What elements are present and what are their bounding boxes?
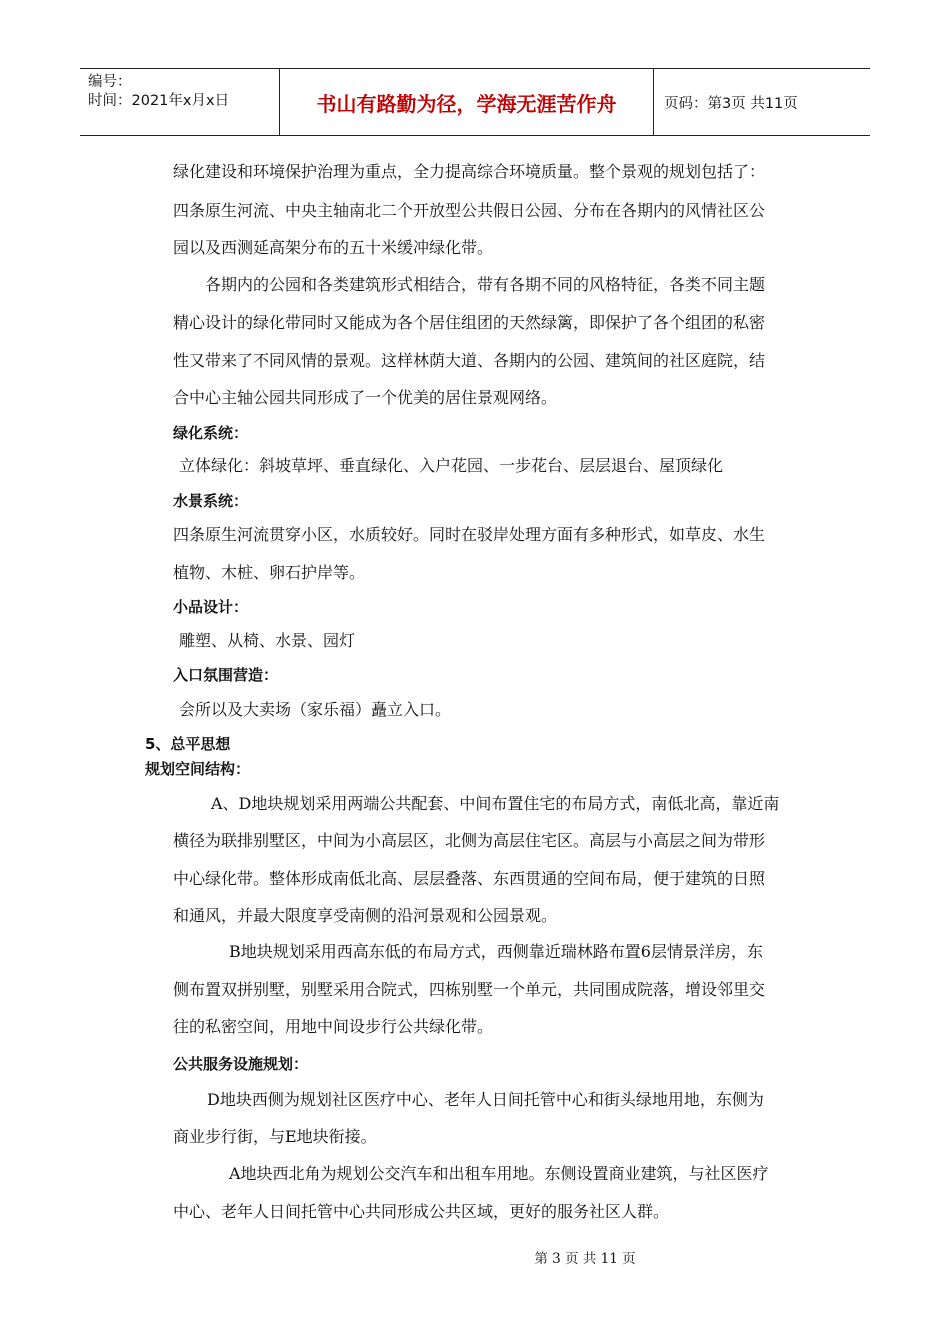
text-line: 雕塑、从椅、水景、园灯 [179,631,356,650]
section-heading: 绿化系统： [173,424,249,442]
text-line: 侧布置双拼别墅，别墅采用合院式，四栋别墅一个单元，共同围成院落，增设邻里交 [173,980,766,999]
page-header [80,68,870,136]
section-heading: 规划空间结构： [145,760,251,778]
text-line: D地块西侧为规划社区医疗中心、老年人日间托管中心和街头绿地用地，东侧为 [207,1090,764,1109]
text-line: 中心、老年人日间托管中心共同形成公共区域，更好的服务社区人群。 [173,1202,670,1221]
text-line: 精心设计的绿化带同时又能成为各个居住组团的天然绿篱，即保护了各个组团的私密 [173,313,766,332]
text-line: 园以及西测延高架分布的五十米缓冲绿化带。 [173,238,494,257]
text-line: 商业步行街，与E地块衔接。 [173,1127,377,1146]
time-label: 时间：2021年x月x日 [88,93,230,109]
text-line: 各期内的公园和各类建筑形式相结合，带有各期不同的风格特征，各类不同主题 [205,275,766,294]
section-heading: 5、总平思想 [145,735,231,753]
text-line: 四条原生河流、中央主轴南北二个开放型公共假日公园、分布在各期内的风情社区公 [173,201,766,220]
text-line: 性又带来了不同风情的景观。这样林荫大道、各期内的公园、建筑间的社区庭院，结 [173,351,766,370]
text-line: 横径为联排别墅区，中间为小高层区，北侧为高层住宅区。高层与小高层之间为带形 [173,831,766,850]
text-line: B地块规划采用西高东低的布局方式，西侧靠近瑞林路布置6层情景洋房，东 [229,942,763,961]
page-footer: 第 3 页 共 11 页 [534,1251,636,1267]
section-heading: 入口氛围营造： [173,666,279,684]
text-line: A地块西北角为规划公交汽车和出租车用地。东侧设置商业建筑，与社区医疗 [229,1164,769,1183]
text-line: 往的私密空间，用地中间设步行公共绿化带。 [173,1017,494,1036]
section-heading: 小品设计： [173,598,249,616]
section-heading: 公共服务设施规划： [173,1055,309,1073]
text-line: 四条原生河流贯穿小区，水质较好。同时在驳岸处理方面有多种形式，如草皮、水生 [173,525,766,544]
number-label: 编号： [88,74,132,90]
text-line: 植物、木桩、卵石护岸等。 [173,563,366,582]
header-meta [80,69,280,135]
header-motto: 书山有路勤为径，学海无涯苦作舟 [280,69,654,135]
text-line: A、D地块规划采用两端公共配套、中间布置住宅的布局方式，南低北高，靠近南 [211,794,780,813]
text-line: 中心绿化带。整体形成南低北高、层层叠落、东西贯通的空间布局，便于建筑的日照 [173,869,766,888]
text-line: 立体绿化：斜坡草坪、垂直绿化、入户花园、一步花台、层层退台、屋顶绿化 [179,456,724,475]
section-heading: 水景系统： [173,492,249,510]
header-page-label: 页码：第3页 共11页 [664,95,798,112]
text-line: 合中心主轴公园共同形成了一个优美的居住景观网络。 [173,388,558,407]
text-line: 会所以及大卖场（家乐福）矗立入口。 [179,700,452,719]
text-line: 绿化建设和环境保护治理为重点，全力提高综合环境质量。整个景观的规划包括了： [173,162,766,181]
text-line: 和通风，并最大限度享受南侧的沿河景观和公园景观。 [173,906,558,925]
